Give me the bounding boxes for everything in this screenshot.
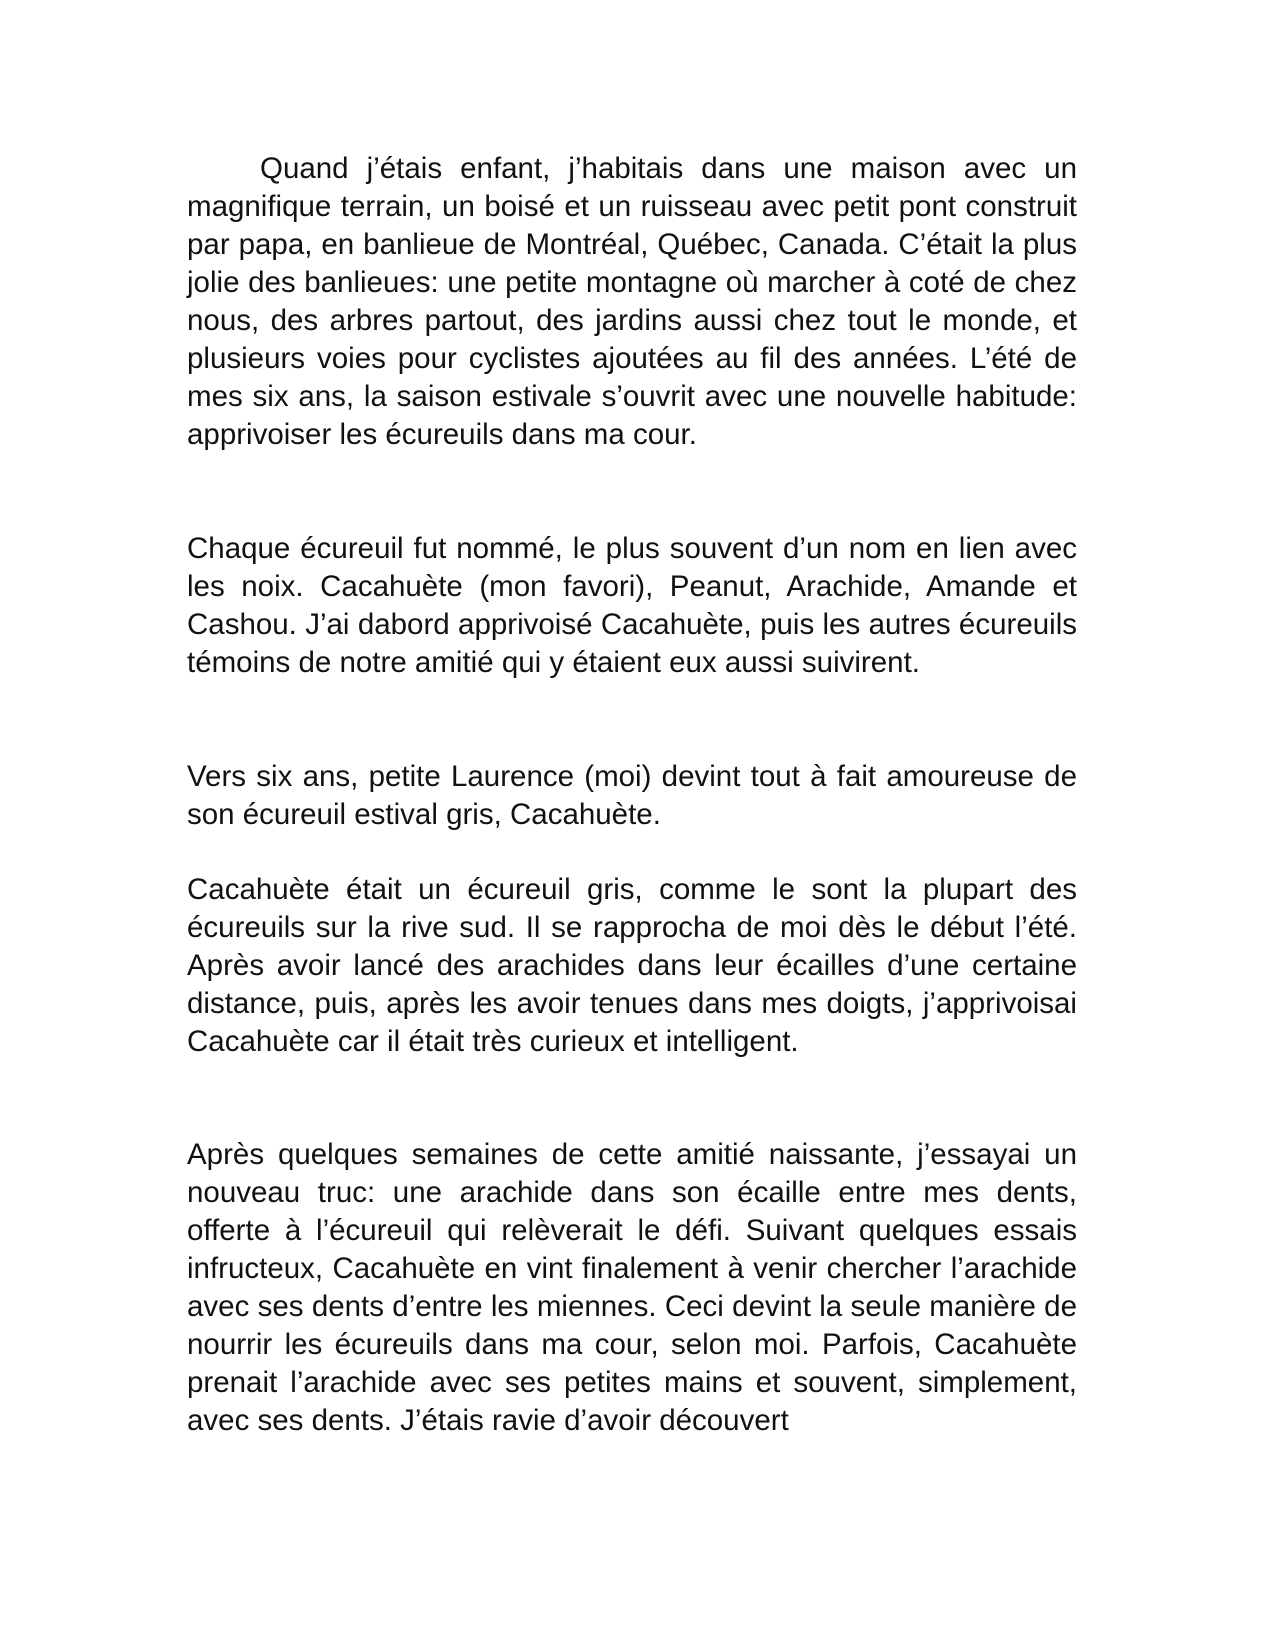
paragraph-1: Quand j’étais enfant, j’habitais dans une maison avec un magnifique terrain, un boisé et un ruisseau avec petit pont construit par papa, en banlieue de Montréal, Québec, Canada. C’était la plus jolie des banlieues: une petite montagne où marcher à coté de chez nous, des arbres partout, des jardins aussi chez tout le monde, et plusieurs voies pour cyclistes ajoutées au fil des années. L’été de mes six ans, la saison estivale s’ouvrit avec une nouvelle habitude: apprivoiser les écureuils dans ma cour. bbox=[187, 152, 1077, 451]
paragraph-2: Chaque écureuil fut nommé, le plus souvent d’un nom en lien avec les noix. Cacahuète (mon favori), Peanut, Arachide, Amande et Cashou. J’ai dabord apprivoisé Cacahuète, puis les autres écureuils témoins de notre amitié qui y étaient eux aussi suivirent. bbox=[187, 532, 1077, 679]
paragraph-4: Cacahuète était un écureuil gris, comme le sont la plupart des écureuils sur la rive sud. Il se rapprocha de moi dès le début l’été. Après avoir lancé des arachides dans leur écailles d’une certaine distance, puis, après les avoir tenues dans mes doigts, j’apprivoisai Cacahuète car il était très curieux et intelligent. bbox=[187, 873, 1077, 1058]
paragraph-5: Après quelques semaines de cette amitié naissante, j’essayai un nouveau truc: une arachide dans son écaille entre mes dents, offerte à l’écureuil qui relèverait le défi. Suivant quelques essais infructeux, Cacahuète en vint finalement à venir chercher l’arachide avec ses dents d’entre les miennes. Ceci devint la seule manière de nourrir les écureuils dans ma cour, selon moi. Parfois, Cacahuète prenait l’arachide avec ses petites mains et souvent, simplement, avec ses dents. J’étais ravie d’avoir découvert bbox=[187, 1138, 1077, 1437]
paragraph-3: Vers six ans, petite Laurence (moi) devint tout à fait amoureuse de son écureuil estival gris, Cacahuète. bbox=[187, 760, 1077, 831]
